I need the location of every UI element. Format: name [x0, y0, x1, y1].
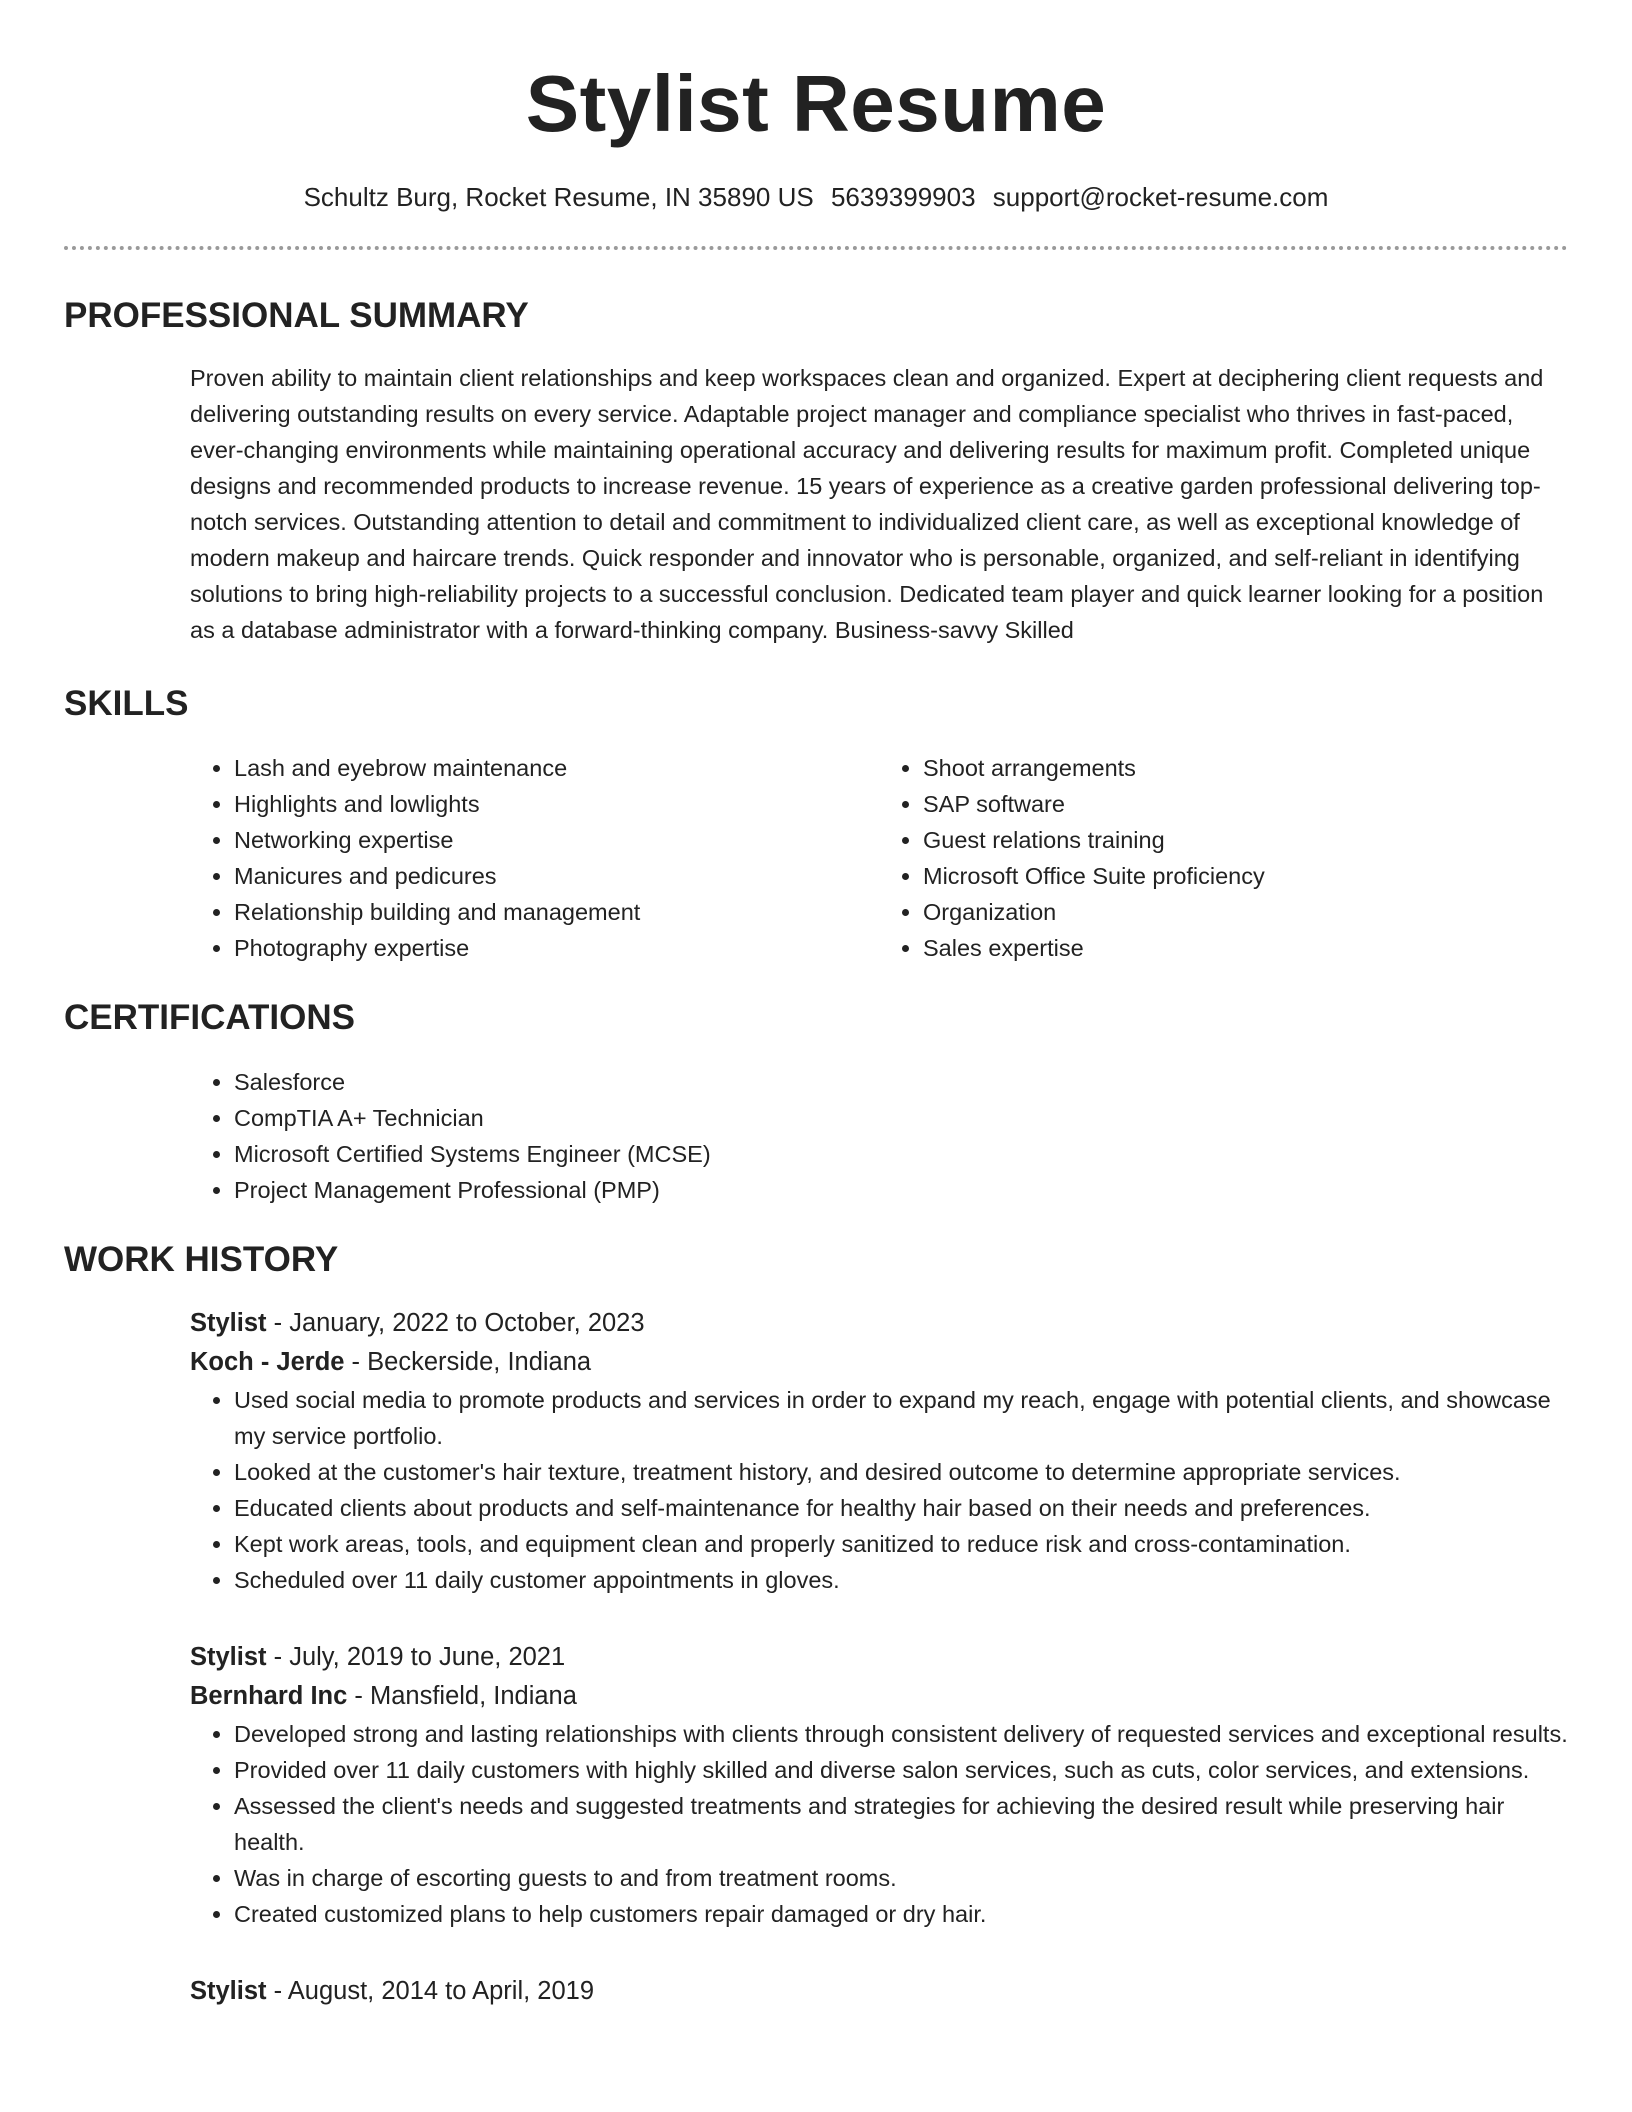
- skill-item: • Networking expertise: [234, 822, 879, 858]
- skill-item: • Microsoft Office Suite proficiency: [923, 858, 1568, 894]
- certifications-list: [190, 1064, 1568, 1208]
- contact-email: support@rocket-resume.com: [992, 182, 1329, 212]
- skill-item: • Highlights and lowlights: [234, 786, 879, 822]
- job-entry: [190, 1304, 1568, 1598]
- job-entry: [190, 1638, 1568, 1932]
- job-company-line: [190, 1343, 1568, 1382]
- job-bullet: • Provided over 11 daily customers with highly skilled and diverse salon services, such as cuts, color services, and extensions.: [234, 1752, 1568, 1788]
- job-bullet: • Scheduled over 11 daily customer appointments in gloves.: [234, 1562, 1568, 1598]
- job-bullet: • Used social media to promote products and services in order to expand my reach, engage with potential clients, and showcase my service portfolio.: [234, 1382, 1568, 1454]
- job-title-line: [190, 1972, 1568, 2011]
- skill-item: • Manicures and pedicures: [234, 858, 879, 894]
- contact-phone: 5639399903: [830, 182, 976, 212]
- certifications-section: [64, 996, 1568, 1208]
- skill-item: • SAP software: [923, 786, 1568, 822]
- summary-text: Proven ability to maintain client relationships and keep workspaces clean and organized. Expert at deciphering client requests and delivering outstanding results on every service. Adaptable project manager and compliance specialist who thrives in fast-paced, ever-changing environments while maintaining operational accuracy and delivering results for maximum profit. Completed unique designs and recommended products to increase revenue. 15 years of experience as a creative garden professional delivering top-notch services. Outstanding attention to detail and commitment to individualized client care, as well as exceptional knowledge of modern makeup and haircare trends. Quick responder and innovator who is personable, organized, and self-reliant in identifying solutions to bring high-reliability projects to a successful conclusion. Dedicated team player and quick learner looking for a position as a database administrator with a forward-thinking company. Business-savvy Skilled: [190, 365, 1544, 643]
- skill-item: • Sales expertise: [923, 930, 1568, 966]
- job-bullets: [190, 1716, 1568, 1932]
- job-company: Koch - Jerde: [190, 1348, 345, 1376]
- job-bullet: • Educated clients about products and self-maintenance for healthy hair based on their needs and preferences.: [234, 1490, 1568, 1526]
- contact-address: Schultz Burg, Rocket Resume, IN 35890 US: [303, 182, 814, 212]
- summary-heading: PROFESSIONAL SUMMARY: [64, 296, 529, 335]
- job-bullets: [190, 1382, 1568, 1598]
- job-bullet: • Was in charge of escorting guests to and from treatment rooms.: [234, 1860, 1568, 1896]
- job-entry: [190, 1972, 1568, 2011]
- resume-title: Stylist Resume: [525, 59, 1107, 148]
- skills-heading: SKILLS: [64, 684, 189, 723]
- certification-item: • CompTIA A+ Technician: [234, 1100, 1568, 1136]
- job-bullet: • Assessed the client's needs and suggested treatments and strategies for achieving the desired result while preserving hair health.: [234, 1788, 1568, 1860]
- job-bullet: • Kept work areas, tools, and equipment clean and properly sanitized to reduce risk and cross-contamination.: [234, 1526, 1568, 1562]
- job-company-line: [190, 1677, 1568, 1716]
- job-bullet: • Created customized plans to help customers repair damaged or dry hair.: [234, 1896, 1568, 1932]
- skill-item: • Photography expertise: [234, 930, 879, 966]
- certification-item: • Project Management Professional (PMP): [234, 1172, 1568, 1208]
- job-title: Stylist: [190, 1309, 267, 1337]
- skills-section: [64, 682, 1568, 966]
- job-title: Stylist: [190, 1977, 267, 2005]
- job-dates: - January, 2022 to October, 2023: [266, 1309, 645, 1337]
- job-bullet: • Looked at the customer's hair texture, treatment history, and desired outcome to determine appropriate services.: [234, 1454, 1568, 1490]
- header-divider: [64, 246, 1568, 250]
- job-title-line: [190, 1304, 1568, 1343]
- skill-item: • Shoot arrangements: [923, 750, 1568, 786]
- skills-right-list: [879, 750, 1568, 966]
- job-location: - Beckerside, Indiana: [344, 1348, 592, 1376]
- job-company: Bernhard Inc: [190, 1682, 348, 1710]
- skill-item: • Lash and eyebrow maintenance: [234, 750, 879, 786]
- job-dates: - July, 2019 to June, 2021: [266, 1643, 566, 1671]
- contact-line: [64, 180, 1568, 214]
- job-dates: - August, 2014 to April, 2019: [266, 1977, 595, 2005]
- skill-item: • Guest relations training: [923, 822, 1568, 858]
- job-title-line: [190, 1638, 1568, 1677]
- job-bullet: • Developed strong and lasting relationships with clients through consistent delivery of requested services and exceptional results.: [234, 1716, 1568, 1752]
- job-title: Stylist: [190, 1643, 267, 1671]
- work-history-heading: WORK HISTORY: [64, 1240, 339, 1279]
- summary-section: [64, 294, 1568, 648]
- skills-left-list: [190, 750, 879, 966]
- skill-item: • Organization: [923, 894, 1568, 930]
- job-location: - Mansfield, Indiana: [347, 1682, 577, 1710]
- skills-columns: [190, 750, 1568, 966]
- resume-page: [64, 0, 1568, 2011]
- certification-item: • Microsoft Certified Systems Engineer (MCSE): [234, 1136, 1568, 1172]
- skill-item: • Relationship building and management: [234, 894, 879, 930]
- certifications-list-wrap: [190, 1064, 1568, 1208]
- work-history-section: [64, 1238, 1568, 2011]
- certification-item: • Salesforce: [234, 1064, 1568, 1100]
- certifications-heading: CERTIFICATIONS: [64, 998, 356, 1037]
